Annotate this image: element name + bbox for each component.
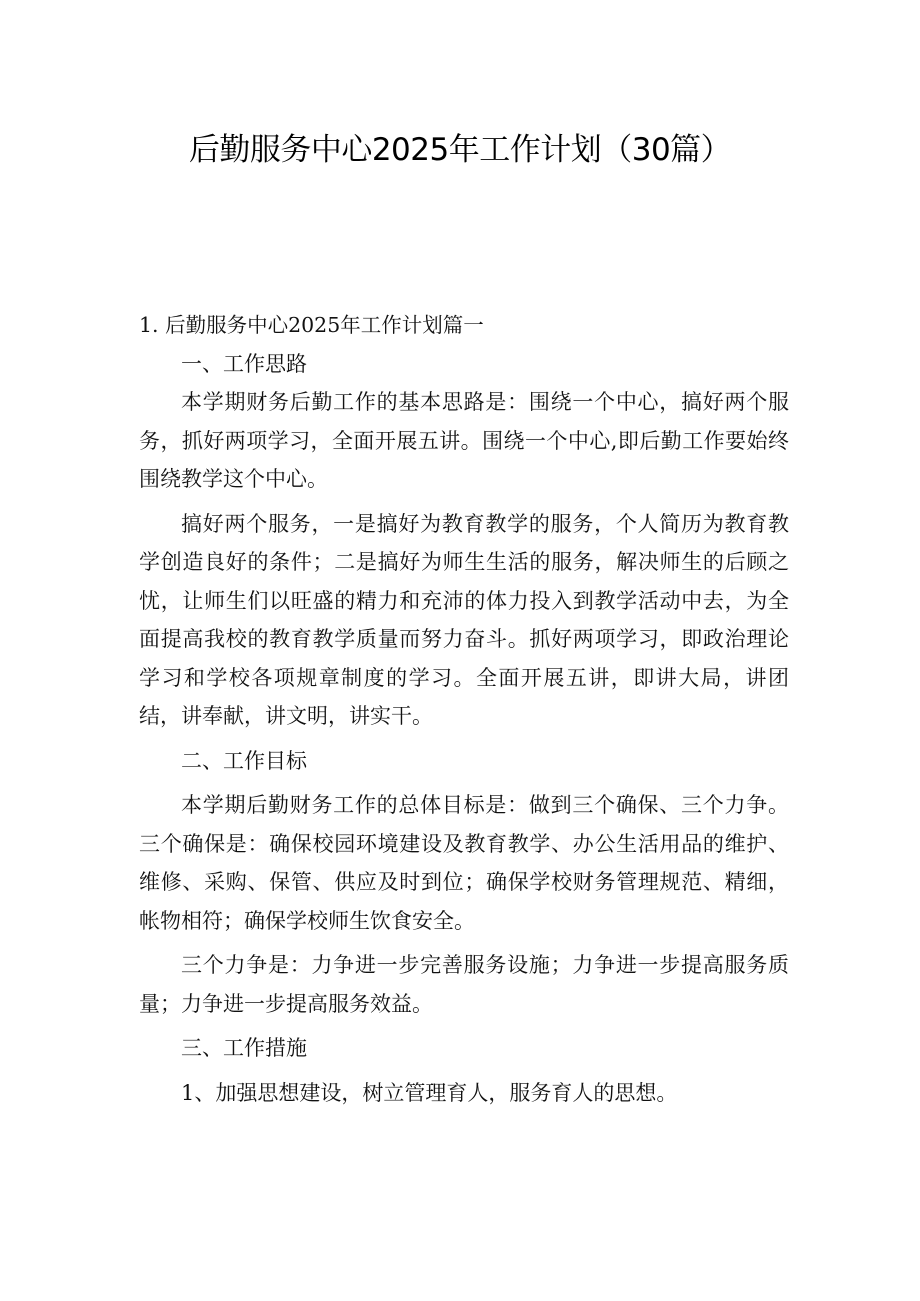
subheading-work-goals: 二、工作目标 <box>181 748 307 773</box>
section-heading: 1. 后勤服务中心2025年工作计划篇一 <box>139 313 484 337</box>
paragraph-two-services: 搞好两个服务，一是搞好为教育教学的服务，个人简历为教育教学创造良好的条件；二是搞好为师生生活的服务，解决师生的后顾之忧，让师生们以旺盛的精力和充沛的体力投入到教学活动中去，为全面提高我校的教育教学质量而努力奋斗。抓好两项学习，即政治理论学习和学校各项规章制度的学习。全面开展五讲，即讲大局，讲团结，讲奉献，讲文明，讲实干。 <box>139 511 789 728</box>
subheading-work-ideas: 一、工作思路 <box>181 351 307 376</box>
subheading-work-measures: 三、工作措施 <box>181 1036 307 1060</box>
paragraph-basic-ideas: 本学期财务后勤工作的基本思路是：围绕一个中心，搞好两个服务，抓好两项学习，全面开展五讲。围绕一个中心,即后勤工作要始终围绕教学这个中心。 <box>139 390 789 491</box>
document-title: 后勤服务中心2025年工作计划（30篇） <box>188 132 732 168</box>
paragraph-three-strives: 三个力争是：力争进一步完善服务设施；力争进一步提高服务质量；力争进一步提高服务效益。 <box>139 953 789 1016</box>
paragraph-measure-one: 1、加强思想建设，树立管理育人，服务育人的思想。 <box>181 1080 678 1105</box>
paragraph-overall-goals: 本学期后勤财务工作的总体目标是：做到三个确保、三个力争。三个确保是：确保校园环境建设及教育教学、办公生活用品的维护、维修、采购、保管、供应及时到位；确保学校财务管理规范、精细，帐物相符；确保学校师生饮食安全。 <box>139 793 789 933</box>
document-body <box>139 306 789 1112</box>
